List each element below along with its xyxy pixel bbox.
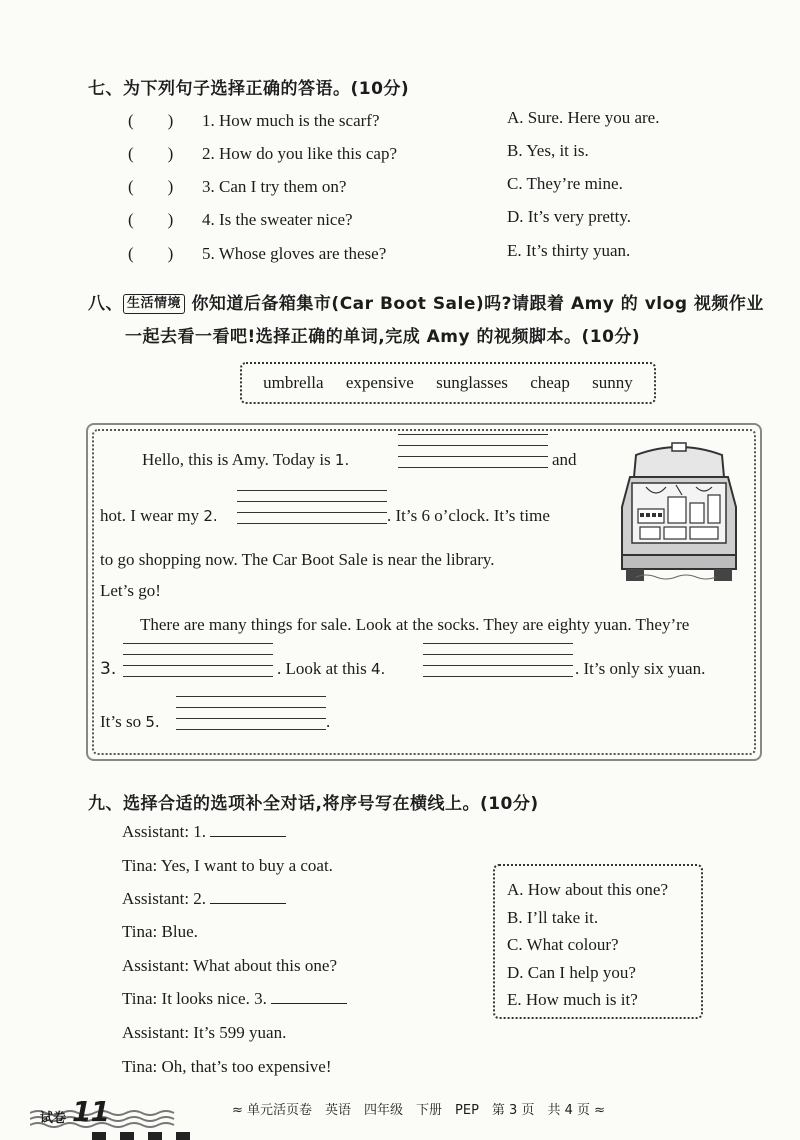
question-row — [128, 239, 386, 264]
question-text: 3. Can I try them on? — [202, 177, 347, 196]
story-text-and: and — [552, 450, 577, 469]
story-line-6a — [277, 659, 385, 679]
blank-4-lines[interactable] — [423, 643, 573, 687]
life-context-tag: 生活情境 — [123, 294, 185, 314]
word-bank-item: umbrella — [263, 373, 324, 392]
story-line-4: Let’s go! — [100, 581, 161, 600]
word-bank-item: expensive — [345, 373, 414, 392]
answer-paren[interactable]: ( ) — [128, 144, 174, 163]
footer-page-number: 11 — [72, 1095, 109, 1128]
blank-1-lines[interactable] — [398, 434, 548, 478]
question-row — [128, 205, 353, 230]
dialogue-option-c: C. What colour? — [507, 935, 619, 954]
blank-number-5: 5. — [145, 713, 160, 731]
dialogue-text: Assistant: 1. — [122, 822, 207, 841]
dialogue-blank[interactable] — [210, 890, 286, 904]
question-row — [128, 172, 346, 197]
question-row — [128, 106, 380, 131]
option-b: B. Yes, it is. — [507, 141, 589, 160]
story-line-6b: . It’s only six yuan. — [575, 659, 706, 678]
section-8-title-line2: 一起去看一看吧!选择正确的单词,完成 Amy 的视频脚本。(10分) — [125, 327, 641, 347]
section-7-title: 七、为下列句子选择正确的答语。(10分) — [88, 79, 410, 99]
dialogue-text: Tina: It looks nice. 3. — [122, 989, 267, 1008]
story-line-2a — [100, 506, 218, 526]
blank-number-2: 2. — [203, 507, 218, 525]
option-d: D. It’s very pretty. — [507, 207, 632, 226]
option-c: C. They’re mine. — [507, 174, 623, 193]
answer-paren[interactable]: ( ) — [128, 177, 174, 196]
car-boot-illustration — [616, 437, 742, 587]
option-e: E. It’s thirty yuan. — [507, 241, 631, 260]
page-footer — [0, 1095, 800, 1140]
word-bank — [240, 362, 656, 404]
story-text: hot. I wear my — [100, 506, 204, 525]
question-text: 2. How do you like this cap? — [202, 144, 397, 163]
blank-number-4: 4. — [370, 660, 386, 678]
dialogue-line — [122, 822, 286, 842]
section-8-number: 八、 — [88, 294, 123, 314]
dialogue-line: Tina: Yes, I want to buy a coat. — [122, 856, 333, 875]
blank-number-1: 1. — [334, 451, 350, 469]
footer-squares-decoration — [92, 1129, 204, 1140]
dialogue-line: Assistant: What about this one? — [122, 956, 337, 975]
blank-5-lines[interactable] — [176, 696, 326, 740]
dialogue-line — [122, 989, 347, 1009]
dialogue-option-d: D. Can I help you? — [507, 962, 636, 982]
answer-paren[interactable]: ( ) — [128, 111, 174, 130]
section-8-title-line1: 你知道后备箱集市(Car Boot Sale)吗?请跟着 Amy 的 vlog 视频作业 — [191, 294, 764, 314]
dialogue-line: Tina: Oh, that’s too expensive! — [122, 1057, 332, 1076]
dialogue-text: Assistant: 2. — [122, 889, 207, 908]
dialogue-blank[interactable] — [271, 990, 347, 1004]
blank-2-lines[interactable] — [237, 490, 387, 534]
story-period: . — [326, 712, 331, 731]
story-text: It’s so — [100, 712, 146, 731]
footer-book-info: ≈ 单元活页卷 英语 四年级 下册 PEP 第 3 页 共 4 页 ≈ — [232, 1103, 606, 1118]
dialogue-blank[interactable] — [210, 823, 286, 837]
footer-label: 试卷 — [40, 1111, 67, 1126]
story-text: Hello, this is Amy. Today is — [142, 450, 335, 469]
question-row — [128, 139, 397, 164]
dialogue-line — [122, 889, 286, 909]
dialogue-option-a: A. How about this one? — [507, 880, 669, 899]
dialogue-options-box — [493, 864, 703, 1019]
story-line-5: There are many things for sale. Look at the socks. They are eighty yuan. They’re — [140, 615, 690, 634]
blank-number-3: 3. — [100, 659, 117, 679]
word-bank-item: sunglasses — [436, 373, 508, 392]
dialogue-line: Tina: Blue. — [122, 922, 198, 941]
story-line-2b: . It’s 6 o’clock. It’s time — [387, 506, 550, 525]
answer-paren[interactable]: ( ) — [128, 244, 174, 263]
word-bank-item: cheap — [530, 373, 570, 392]
word-bank-item: sunny — [592, 373, 633, 392]
story-text: . Look at this — [277, 659, 371, 678]
blank-3-lines[interactable] — [123, 643, 273, 687]
option-a: A. Sure. Here you are. — [507, 108, 660, 127]
question-text: 5. Whose gloves are these? — [202, 244, 387, 263]
story-line-1 — [142, 450, 349, 470]
section-9-title: 九、选择合适的选项补全对话,将序号写在横线上。(10分) — [88, 794, 539, 814]
story-line-3: to go shopping now. The Car Boot Sale is near the library. — [100, 550, 495, 569]
answer-paren[interactable]: ( ) — [128, 210, 174, 229]
dialogue-option-b: B. I’ll take it. — [507, 907, 599, 927]
dialogue-line: Assistant: It’s 599 yuan. — [122, 1023, 287, 1042]
question-text: 1. How much is the scarf? — [202, 111, 380, 130]
section-8-title — [88, 289, 764, 314]
dialogue-option-e: E. How much is it? — [507, 990, 638, 1009]
story-line-7 — [100, 712, 160, 732]
question-text: 4. Is the sweater nice? — [202, 210, 353, 229]
